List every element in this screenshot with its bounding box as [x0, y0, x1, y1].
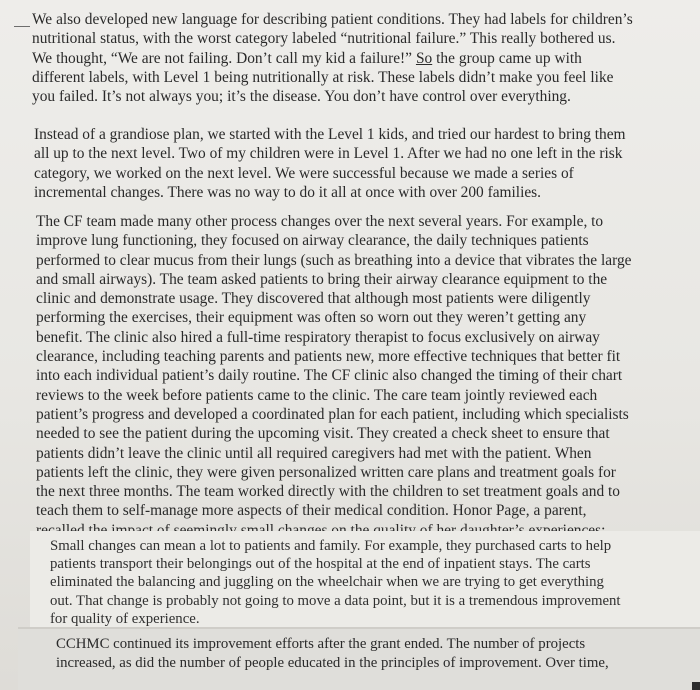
text-line: all up to the next level. Two of my children were in Level 1. After we had no one left in the risk: [34, 145, 623, 163]
text-line: eliminated the balancing and juggling on the wheelchair when we are trying to get everything: [50, 574, 604, 591]
text-line: needed to see the patient during the upcoming visit. They created a check sheet to ensure that: [36, 425, 610, 443]
text-line: nutritional status, with the worst category labeled “nutritional failure.” This really bothered us.: [32, 30, 616, 48]
paragraph-language: [32, 10, 633, 106]
text-line: for quality of experience.: [50, 610, 200, 627]
text-line: Small changes can mean a lot to patients and family. For example, they purchased carts to help: [50, 538, 612, 554]
text-line: into each individual patient’s daily routine. The CF clinic also changed the timing of their chart: [36, 367, 623, 385]
text-line: reviews to the week before patients came to the clinic. The care team jointly reviewed each: [36, 386, 598, 404]
block-quote-small-changes: [50, 537, 621, 628]
text-line: teach them to self-manage more aspects of their medical condition. Honor Page, a parent,: [36, 502, 587, 520]
paragraph-cchmc: [56, 635, 609, 672]
text-line: performing the exercises, their equipment was often so worn out they weren’t getting any: [36, 309, 587, 327]
text-line: improve lung functioning, they focused on airway clearance, the daily techniques patients: [36, 232, 589, 250]
text-line: performed to clear mucus from their lungs (such as breathing into a device that vibrates the large: [36, 251, 632, 269]
text-line: patients transport their belongings out of the hospital at the end of inpatient stays. The carts: [50, 556, 591, 573]
text-line: We also developed new language for describing patient conditions. They had labels for children’s: [32, 11, 633, 28]
page-fold-edge: [18, 627, 700, 629]
paragraph-process-changes: [36, 212, 631, 540]
text-line: and small airways). The team asked patients to bring their airway clearance equipment to the: [36, 270, 608, 288]
text-line: category, we worked on the next level. We were successful because we made a series of: [34, 164, 574, 182]
paragraph-grandiose-plan: [34, 125, 626, 202]
text-line: increased, as did the number of people educated in the principles of improvement. Over time,: [56, 654, 609, 671]
text-line: the next three months. The team worked directly with the children to set treatment goals and to: [36, 483, 620, 501]
text-line: different labels, with Level 1 being nutritionally at risk. These labels didn’t make you feel like: [32, 68, 614, 86]
text-line: clearance, including teaching parents and patients new, more effective techniques that better fit: [36, 348, 621, 366]
text-line: incremental changes. There was no way to do it all at once with over 200 families.: [34, 183, 542, 201]
underlined-word: So: [415, 49, 433, 67]
margin-dash-mark: [14, 26, 30, 27]
text-line: you failed. It’s not always you; it’s the disease. You don’t have control over everything.: [32, 88, 571, 106]
text-line: patients left the clinic, they were given personalized written care plans and treatment goals for: [36, 463, 616, 481]
text-line: The CF team made many other process changes over the next several years. For example, to: [36, 213, 604, 230]
text-line: benefit. The clinic also hired a full-time respiratory therapist to focus exclusively on airway: [36, 328, 600, 346]
text-line: clinic and demonstrate usage. They discovered that although most patients were diligently: [36, 290, 591, 308]
text-line: patients didn’t leave the clinic until all required caregivers had met with the patient. When: [36, 444, 592, 462]
text-line: Instead of a grandiose plan, we started with the Level 1 kids, and tried our hardest to bring them: [34, 126, 626, 143]
text-line: We thought, “We are not failing. Don’t call my kid a failure!” So the group came up with: [32, 49, 582, 67]
text-line: patient’s progress and developed a coordinated plan for each patient, including which specialists: [36, 405, 629, 423]
text-line: out. That change is probably not going to move a data point, but it is a tremendous improvement: [50, 592, 621, 609]
text-line: CCHMC continued its improvement efforts after the grant ended. The number of projects: [56, 636, 586, 652]
corner-mark: [692, 682, 700, 690]
